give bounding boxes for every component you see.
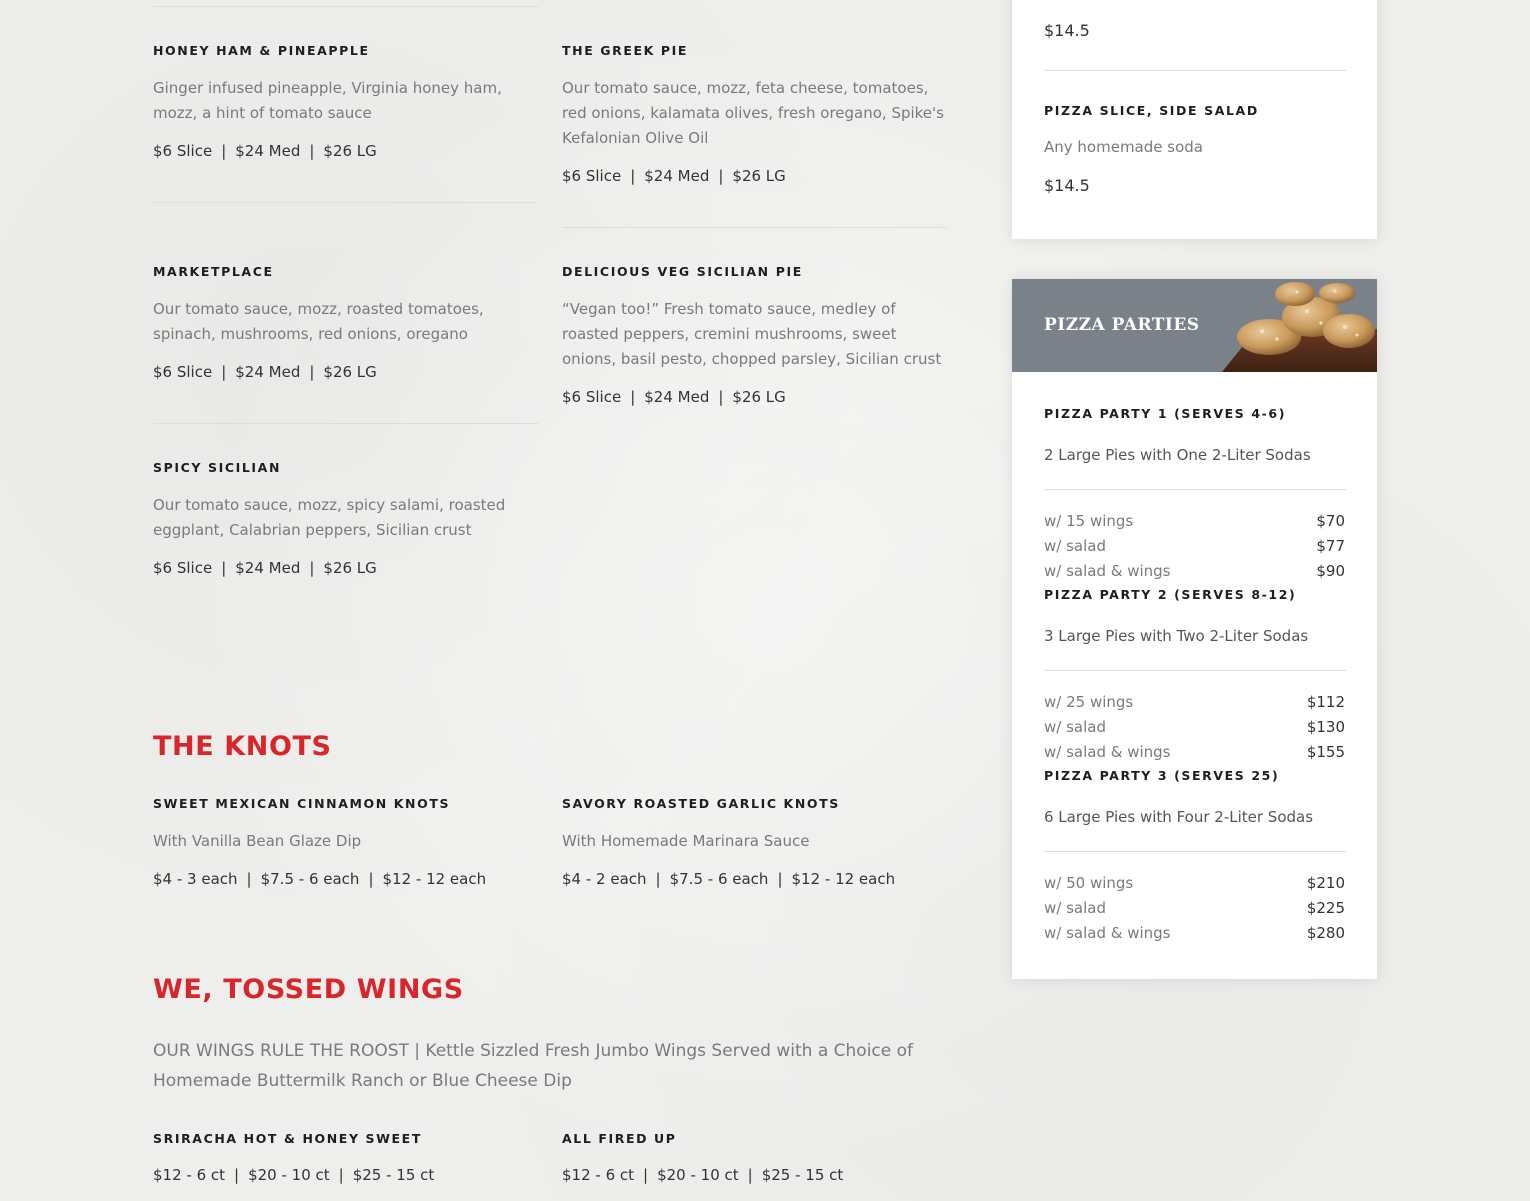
item-prices: $6 Slice | $24 Med | $26 LG [153,363,377,381]
item-prices: $4 - 2 each | $7.5 - 6 each | $12 - 12 each [562,870,896,888]
price-med: $24 Med [644,167,710,185]
price-option: $25 - 15 ct [761,1166,844,1184]
party-option [1044,693,1345,718]
price-slice: $6 Slice [562,167,622,185]
price-option: $4 - 3 each [153,870,238,888]
price-option: $20 - 10 ct [657,1166,739,1184]
item-description: Our tomato sauce, mozz, feta cheese, tomatoes, red onions, kalamata olives, fresh oregano, Spike's Kefalonian Olive Oil [562,79,944,147]
item-title: SWEET MEXICAN CINNAMON KNOTS [153,796,451,811]
pizza-parties-banner [1012,279,1377,372]
option-label: w/ salad [1044,537,1106,555]
menu-item-all-fired-up [562,1131,962,1184]
price-option: $20 - 10 ct [248,1166,330,1184]
pizza-party-1 [1044,406,1346,464]
price-slice: $6 Slice [562,388,622,406]
item-title: ALL FIRED UP [562,1131,677,1146]
item-prices: $12 - 6 ct | $20 - 10 ct | $25 - 15 ct [562,1166,844,1184]
price-lg: $26 LG [323,142,377,160]
price-slice: $6 Slice [153,363,213,381]
menu-item-greek-pie [562,43,947,185]
option-label: w/ 15 wings [1044,512,1134,530]
option-label: w/ salad & wings [1044,562,1171,580]
item-title: HONEY HAM & PINEAPPLE [153,43,370,58]
section-heading-knots: THE KNOTS [153,731,332,762]
menu-item-veg-sicilian [562,264,947,406]
divider [562,227,947,228]
section-heading-wings: WE, TOSSED WINGS [153,974,464,1005]
price-slice: $6 Slice [153,142,213,160]
item-description: 3 Large Pies with Two 2-Liter Sodas [1044,627,1309,645]
option-label: w/ salad & wings [1044,743,1171,761]
item-title: SPICY SICILIAN [153,460,282,475]
menu-item-marketplace [153,264,538,381]
item-description: With Homemade Marinara Sauce [562,832,810,850]
price-lg: $26 LG [732,167,786,185]
wings-intro: OUR WINGS RULE THE ROOST | Kettle Sizzled Fresh Jumbo Wings Served with a Choice of Homemade Buttermilk Ranch or Blue Cheese Dip [153,1041,914,1091]
item-price: $14.5 [1044,176,1090,195]
option-price: $155 [1306,743,1345,761]
menu-item-sriracha-wings [153,1131,553,1184]
party-option [1044,512,1345,537]
lunch-specials-card [1012,0,1377,239]
item-prices: $6 Slice | $24 Med | $26 LG [153,559,377,577]
item-price: $14.5 [1044,21,1090,40]
item-description: “Vegan too!” Fresh tomato sauce, medley of roasted peppers, cremini mushrooms, sweet onions, basil pesto, chopped parsley, Sicilian crust [562,300,942,368]
party-option [1044,924,1345,949]
price-lg: $26 LG [732,388,786,406]
pizza-party-3 [1044,768,1346,826]
price-option: $12 - 6 ct [153,1166,226,1184]
pizza-parties-card [1012,279,1377,979]
banner-title: PIZZA PARTIES [1044,315,1200,335]
item-description: 6 Large Pies with Four 2-Liter Sodas [1044,808,1314,826]
item-description: Our tomato sauce, mozz, roasted tomatoes, spinach, mushrooms, red onions, oregano [153,300,484,343]
item-description: With Vanilla Bean Glaze Dip [153,832,362,850]
item-title: PIZZA PARTY 3 (SERVES 25) [1044,768,1280,783]
option-price: $90 [1316,562,1345,580]
divider [153,423,538,424]
item-description: Any homemade soda [1044,138,1203,156]
party-option [1044,537,1345,562]
item-title: DELICIOUS VEG SICILIAN PIE [562,264,803,279]
divider [1044,489,1346,490]
item-prices: $6 Slice | $24 Med | $26 LG [562,167,786,185]
price-option: $25 - 15 ct [352,1166,435,1184]
price-option: $12 - 12 each [382,870,487,888]
price-lg: $26 LG [323,559,377,577]
menu-item-spicy-sicilian [153,460,538,577]
party-option [1044,562,1345,587]
party-option [1044,743,1345,768]
option-label: w/ salad & wings [1044,924,1171,942]
option-price: $130 [1306,718,1345,736]
menu-item-honey-ham [153,43,538,160]
item-prices: $6 Slice | $24 Med | $26 LG [562,388,786,406]
item-title: PIZZA SLICE, SIDE SALAD [1044,103,1259,118]
price-med: $24 Med [235,142,301,160]
item-title: MARKETPLACE [153,264,274,279]
option-price: $70 [1316,512,1345,530]
price-option: $7.5 - 6 each [669,870,769,888]
option-label: w/ salad [1044,899,1106,917]
option-price: $112 [1306,693,1345,711]
pizza-party-2 [1044,587,1346,645]
menu-item-garlic-knots [562,796,962,888]
price-option: $7.5 - 6 each [260,870,360,888]
item-prices: $4 - 3 each | $7.5 - 6 each | $12 - 12 each [153,870,487,888]
party-option [1044,874,1345,899]
item-title: SAVORY ROASTED GARLIC KNOTS [562,796,840,811]
option-price: $77 [1316,537,1345,555]
item-title: PIZZA PARTY 1 (SERVES 4-6) [1044,406,1287,421]
option-label: w/ 25 wings [1044,693,1134,711]
price-med: $24 Med [235,559,301,577]
option-price: $210 [1306,874,1345,892]
option-price: $225 [1306,899,1345,917]
option-price: $280 [1306,924,1345,942]
divider [1044,670,1346,671]
item-title: SRIRACHA HOT & HONEY SWEET [153,1131,422,1146]
item-description: Our tomato sauce, mozz, spicy salami, roasted eggplant, Calabrian peppers, Sicilian crust [153,496,506,539]
item-title: PIZZA PARTY 2 (SERVES 8-12) [1044,587,1297,602]
divider [1044,70,1346,71]
menu-item-slice-salad [1044,103,1346,195]
price-option: $12 - 6 ct [562,1166,635,1184]
item-description: Ginger infused pineapple, Virginia honey ham, mozz, a hint of tomato sauce [153,79,502,122]
price-slice: $6 Slice [153,559,213,577]
item-prices: $12 - 6 ct | $20 - 10 ct | $25 - 15 ct [153,1166,435,1184]
price-med: $24 Med [644,388,710,406]
option-label: w/ 50 wings [1044,874,1134,892]
price-option: $4 - 2 each [562,870,647,888]
item-prices: $6 Slice | $24 Med | $26 LG [153,142,377,160]
price-option: $12 - 12 each [791,870,896,888]
divider [153,202,538,203]
party-option [1044,718,1345,743]
price-med: $24 Med [235,363,301,381]
party-option [1044,899,1345,924]
menu-item-cinnamon-knots [153,796,553,888]
item-title: THE GREEK PIE [562,43,689,58]
option-label: w/ salad [1044,718,1106,736]
wings-food-image [1217,279,1377,372]
item-description: 2 Large Pies with One 2-Liter Sodas [1044,446,1311,464]
divider [153,6,538,7]
divider [1044,851,1346,852]
price-lg: $26 LG [323,363,377,381]
